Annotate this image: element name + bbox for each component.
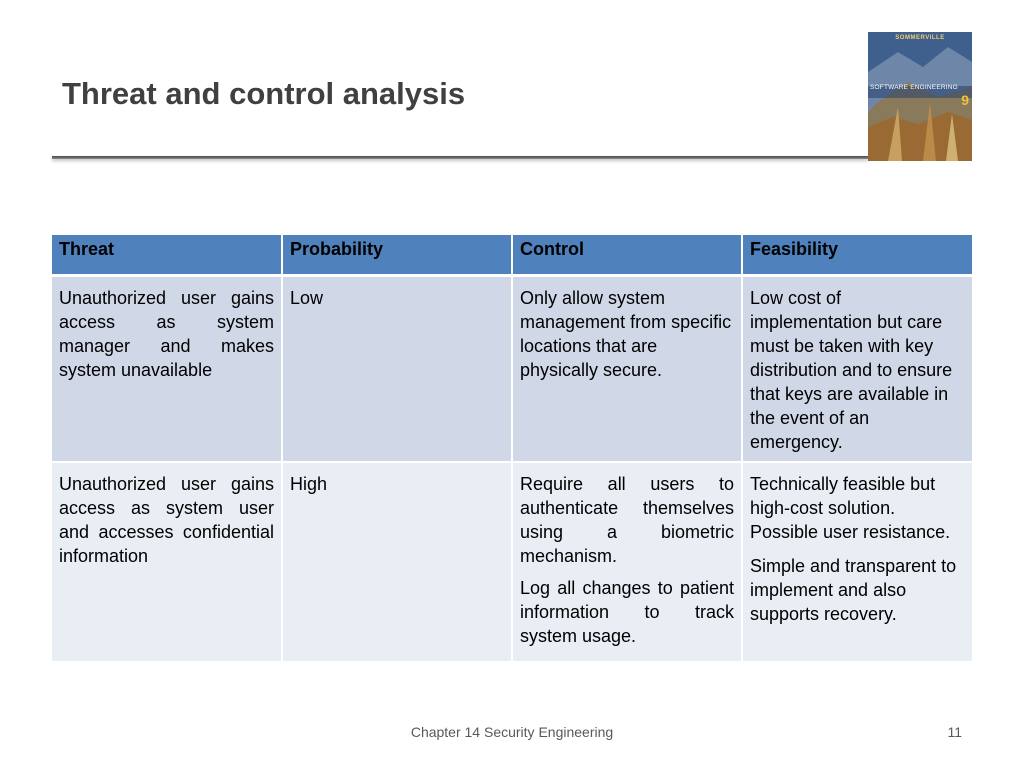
book-edition: 9	[961, 92, 969, 108]
book-cover-image	[868, 32, 972, 161]
slide-footer: Chapter 14 Security Engineering	[410, 724, 614, 740]
feasibility-text: Low cost of implementation but care must be taken with key distribution and to ensure that keys are available in the event of an emergency.	[750, 288, 953, 452]
control-text: Require all users to authenticate themselves using a biometric mechanism.	[520, 474, 734, 566]
header-feasibility: Feasibility	[742, 235, 972, 276]
header-control: Control	[512, 235, 742, 276]
threat-cell: Unauthorized user gains access as system manager and makes system unavailable	[52, 276, 282, 463]
header-probability: Probability	[282, 235, 512, 276]
probability-cell: High	[282, 462, 512, 662]
page-number: 11	[947, 724, 962, 740]
header-threat: Threat	[52, 235, 282, 276]
table-header-row	[52, 235, 972, 276]
feasibility-cell	[742, 462, 972, 662]
control-cell	[512, 462, 742, 662]
table-row	[52, 276, 972, 463]
building-photo-icon	[868, 32, 972, 161]
slide-title: Threat and control analysis	[62, 76, 466, 111]
table-row	[52, 462, 972, 662]
control-text: Log all changes to patient information to track system usage.	[520, 578, 734, 646]
book-title: SOFTWARE ENGINEERING	[870, 84, 958, 91]
feasibility-text: Technically feasible but high-cost solution. Possible user resistance.	[750, 474, 951, 542]
feasibility-text: Simple and transparent to implement and also supports recovery.	[750, 556, 957, 624]
threat-cell: Unauthorized user gains access as system user and accesses confidential information	[52, 462, 282, 662]
control-cell	[512, 276, 742, 463]
title-divider	[52, 156, 868, 159]
control-text: Only allow system management from specific locations that are physically secure.	[520, 288, 732, 380]
book-author: SOMMERVILLE	[895, 35, 945, 41]
threat-control-table	[52, 235, 972, 663]
probability-cell: Low	[282, 276, 512, 463]
feasibility-cell	[742, 276, 972, 463]
